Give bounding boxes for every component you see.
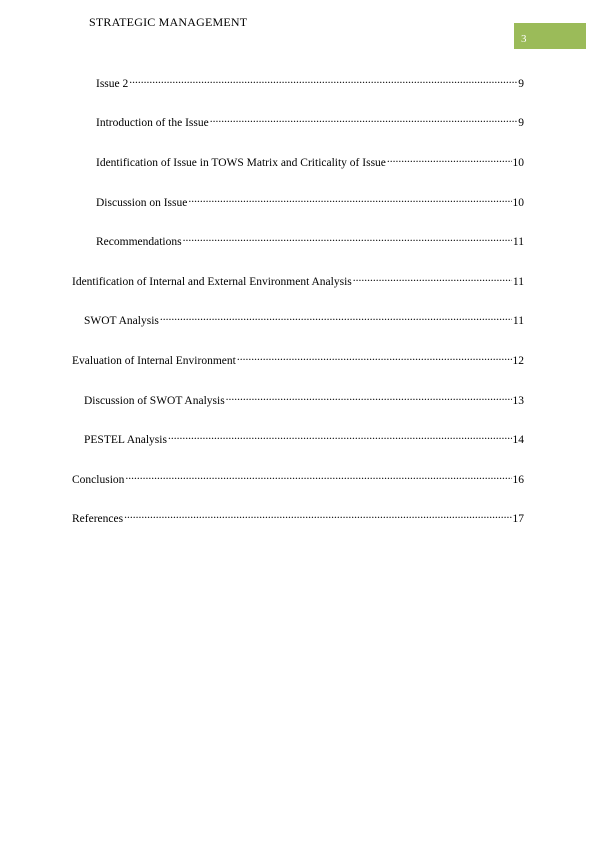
toc-entry-page: 12 xyxy=(512,355,524,367)
toc-entry-identification-of-issue-in-tows[interactable] xyxy=(96,152,524,170)
dot-leader xyxy=(387,152,512,166)
dot-leader xyxy=(226,390,512,404)
toc-entry-page: 14 xyxy=(512,434,524,446)
toc-entry-label: Issue 2 xyxy=(96,78,129,90)
toc-entry-page: 9 xyxy=(518,78,524,90)
toc-entry-page: 16 xyxy=(512,474,524,486)
toc-entry-page: 10 xyxy=(512,197,524,209)
toc-entry-label: References xyxy=(72,513,124,525)
dot-leader xyxy=(129,73,517,87)
toc-entry-page: 11 xyxy=(512,276,524,288)
toc-entry-discussion-of-swot-analysis[interactable] xyxy=(84,390,524,408)
toc-entry-page: 17 xyxy=(512,513,524,525)
toc-entry-label: Discussion of SWOT Analysis xyxy=(84,395,225,407)
dot-leader xyxy=(183,231,512,245)
toc-entry-page: 10 xyxy=(512,157,524,169)
toc-entry-label: Discussion on Issue xyxy=(96,197,188,209)
toc-entry-internal-external-environment-analysis[interactable] xyxy=(72,271,524,289)
dot-leader xyxy=(210,112,518,126)
toc-entry-page: 11 xyxy=(512,236,524,248)
dot-leader xyxy=(188,192,511,206)
toc-entry-page: 11 xyxy=(512,315,524,327)
dot-leader xyxy=(125,469,511,483)
toc-entry-evaluation-of-internal-environment[interactable] xyxy=(72,350,524,368)
toc-entry-label: PESTEL Analysis xyxy=(84,434,167,446)
toc-entry-label: Identification of Internal and External Environment Analysis xyxy=(72,276,352,288)
dot-leader xyxy=(353,271,512,285)
toc-entry-conclusion[interactable] xyxy=(72,469,524,487)
toc-entry-page: 9 xyxy=(518,117,524,129)
toc-entry-issue-2[interactable] xyxy=(96,73,524,91)
toc-entry-pestel-analysis[interactable] xyxy=(84,429,524,447)
dot-leader xyxy=(237,350,512,364)
page-number: 3 xyxy=(521,33,527,45)
toc-entry-discussion-on-issue[interactable] xyxy=(96,192,524,210)
toc-entry-label: Conclusion xyxy=(72,474,125,486)
toc-entry-label: SWOT Analysis xyxy=(84,315,159,327)
toc-entry-label: Identification of Issue in TOWS Matrix and Criticality of Issue xyxy=(96,157,386,169)
toc-entry-references[interactable] xyxy=(72,508,524,526)
toc-entry-page: 13 xyxy=(512,395,524,407)
toc-entry-label: Introduction of the Issue xyxy=(96,117,209,129)
toc-entry-recommendations[interactable] xyxy=(96,231,524,249)
toc-entry-introduction-of-the-issue[interactable] xyxy=(96,112,524,130)
running-header-title: STRATEGIC MANAGEMENT xyxy=(89,15,248,29)
toc-entry-swot-analysis[interactable] xyxy=(84,310,524,328)
dot-leader xyxy=(168,429,512,443)
dot-leader xyxy=(160,310,512,324)
toc-entry-label: Evaluation of Internal Environment xyxy=(72,355,236,367)
dot-leader xyxy=(124,508,511,522)
toc-entry-label: Recommendations xyxy=(96,236,182,248)
